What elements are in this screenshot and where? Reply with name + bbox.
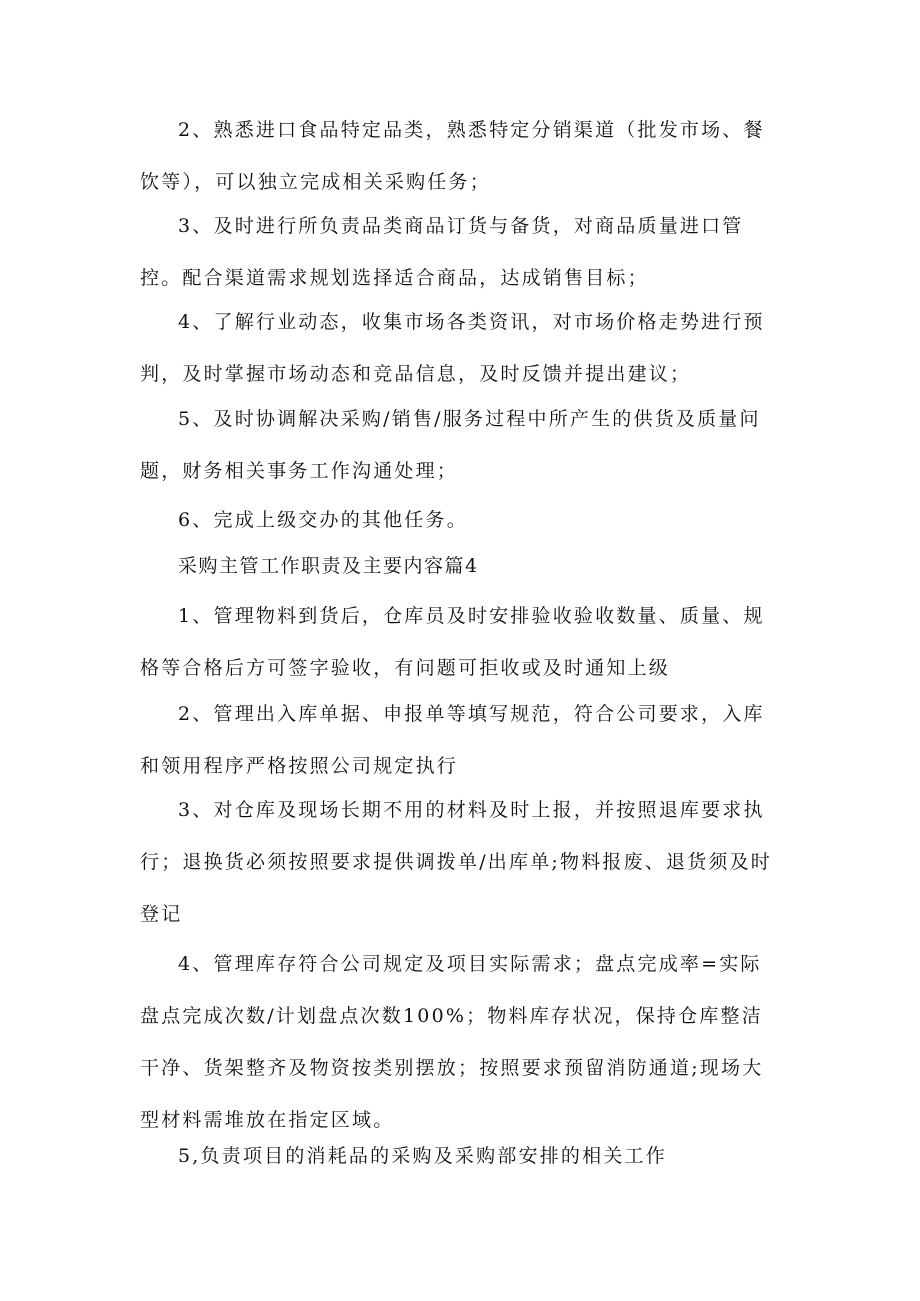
warehouse-item-4: 4、管理库存符合公司规定及项目实际需求；盘点完成率=实际盘点完成次数/计划盘点次数100%；物料库存状况，保持仓库整洁干净、货架整齐及物资按类别摆放；按照要求预留消防通道;现场大型材料需堆放在指定区域。 (140, 953, 764, 1131)
duty-item-5: 5、及时协调解决采购/销售/服务过程中所产生的供货及质量问题，财务相关事务工作沟通处理； (140, 408, 761, 482)
warehouse-item-2: 2、管理出入库单据、申报单等填写规范，符合公司要求，入库和领用程序严格按照公司规定执行 (140, 703, 765, 777)
warehouse-item-5: 5,负责项目的消耗品的采购及采购部安排的相关工作 (178, 1145, 667, 1167)
duty-item-6: 6、完成上级交办的其他任务。 (178, 509, 468, 531)
duty-item-2: 2、熟悉进口食品特定品类，熟悉特定分销渠道（批发市场、餐饮等），可以独立完成相关采购任务； (140, 119, 765, 193)
duty-item-3: 3、及时进行所负责品类商品订货与备货，对商品质量进口管控。配合渠道需求规划选择适合商品，达成销售目标； (140, 215, 744, 289)
warehouse-item-1: 1、管理物料到货后，仓库员及时安排验收验收数量、质量、规格等合格后方可签字验收，有问题可拒收或及时通知上级 (140, 605, 765, 679)
warehouse-item-3: 3、对仓库及现场长期不用的材料及时上报，并按照退库要求执行；退换货必须按照要求提供调拨单/出库单;物料报废、退货须及时登记 (140, 799, 773, 925)
section-heading: 采购主管工作职责及主要内容篇4 (178, 555, 479, 577)
duty-item-4: 4、了解行业动态，收集市场各类资讯，对市场价格走势进行预判，及时掌握市场动态和竞品信息，及时反馈并提出建议； (140, 311, 765, 385)
